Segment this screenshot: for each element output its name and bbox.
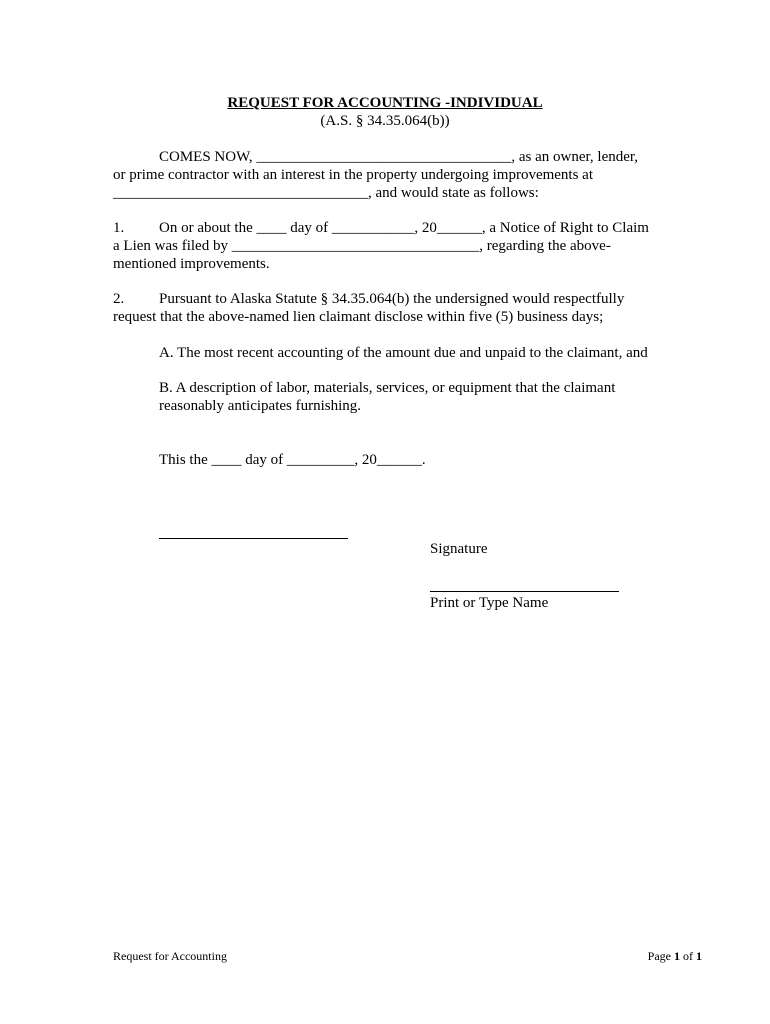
date-line: This the ____ day of _________, 20______. bbox=[159, 452, 426, 468]
signature-label: Signature bbox=[430, 541, 488, 557]
footer-title: Request for Accounting bbox=[113, 949, 227, 963]
print-name-line bbox=[430, 591, 619, 592]
page-total: 1 bbox=[696, 949, 702, 963]
para1-line-3: mentioned improvements. bbox=[113, 256, 270, 272]
page-prefix: Page bbox=[647, 949, 674, 963]
para1-line-1: On or about the ____ day of ___________, 20______, a Notice of Right to Claim bbox=[159, 220, 649, 236]
item-b-line-2: reasonably anticipates furnishing. bbox=[159, 398, 362, 414]
item-b-line-1: B. A description of labor, materials, services, or equipment that the claimant bbox=[159, 380, 616, 396]
print-name-label: Print or Type Name bbox=[430, 595, 549, 611]
para2-number: 2. bbox=[113, 291, 125, 307]
intro-line-1: COMES NOW, __________________________________, as an owner, lender, bbox=[159, 149, 639, 165]
document-title: REQUEST FOR ACCOUNTING -INDIVIDUAL bbox=[227, 95, 543, 111]
para2-line-1: Pursuant to Alaska Statute § 34.35.064(b) the undersigned would respectfully bbox=[159, 291, 625, 307]
intro-line-3: __________________________________, and would state as follows: bbox=[113, 185, 539, 201]
item-a: A. The most recent accounting of the amount due and unpaid to the claimant, and bbox=[159, 345, 648, 361]
para2-line-2: request that the above-named lien claimant disclose within five (5) business days; bbox=[113, 309, 604, 325]
left-signature-line bbox=[159, 538, 348, 539]
footer-page-number bbox=[648, 949, 702, 963]
document-subtitle: (A.S. § 34.35.064(b)) bbox=[320, 113, 450, 129]
intro-line-2: or prime contractor with an interest in the property undergoing improvements at bbox=[113, 167, 594, 183]
para1-line-2: a Lien was filed by _________________________________, regarding the above- bbox=[113, 238, 611, 254]
page-of: of bbox=[680, 949, 696, 963]
page-current: 1 bbox=[674, 949, 680, 963]
para1-number: 1. bbox=[113, 220, 125, 236]
